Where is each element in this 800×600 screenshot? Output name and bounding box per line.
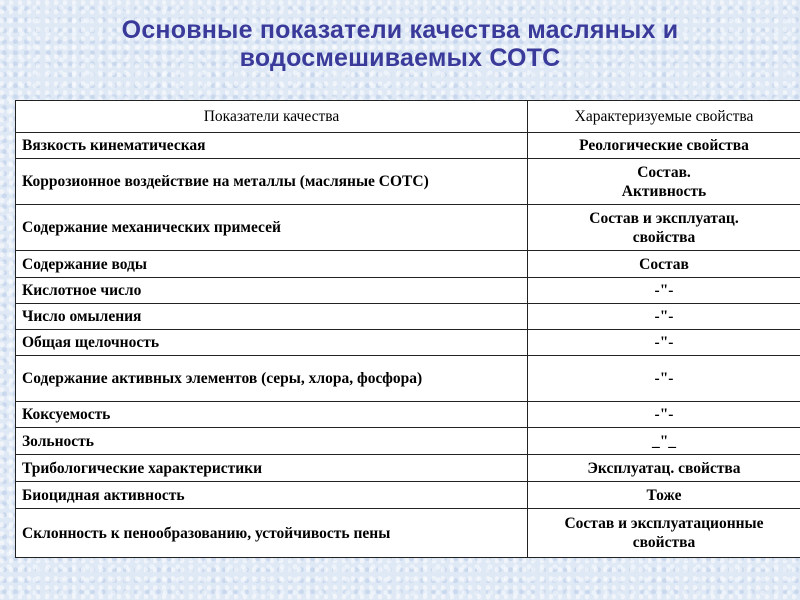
characterized-property	[528, 428, 800, 455]
table-row	[16, 251, 800, 278]
header-characterized-properties: Характеризуемые свойства	[528, 101, 800, 133]
property-line: -"-	[654, 370, 674, 387]
property-line: Состав и эксплуатац.	[589, 209, 739, 227]
indicator-name: Содержание воды	[16, 251, 528, 278]
property-line: Состав	[639, 255, 689, 273]
table-row	[16, 509, 800, 558]
table-row	[16, 159, 800, 205]
table-row	[16, 330, 800, 356]
table-row	[16, 428, 800, 455]
indicator-name: Коррозионное воздействие на металлы (масляные СОТС)	[16, 159, 528, 205]
indicator-name: Вязкость кинематическая	[16, 133, 528, 159]
slide-title-line-1: Основные показатели качества масляных и	[121, 16, 679, 44]
indicator-name: Зольность	[16, 428, 528, 455]
indicator-name: Содержание механических примесей	[16, 205, 528, 251]
indicator-name: Биоцидная активность	[16, 482, 528, 509]
characterized-property	[528, 278, 800, 304]
characterized-property	[528, 482, 800, 509]
property-line: _"_	[651, 432, 677, 450]
property-line: свойства	[632, 228, 696, 246]
characterized-property	[528, 455, 800, 482]
property-line: Состав и эксплуатационные	[564, 515, 764, 532]
table-row	[16, 278, 800, 304]
characterized-property	[528, 330, 800, 356]
table-row	[16, 356, 800, 402]
indicator-name: Коксуемость	[16, 402, 528, 428]
table-row	[16, 205, 800, 251]
property-line: -"-	[654, 308, 674, 325]
indicator-name: Склонность к пенообразованию, устойчивость пены	[16, 509, 528, 558]
indicator-name: Число омыления	[16, 304, 528, 330]
indicator-name: Общая щелочность	[16, 330, 528, 356]
indicator-name: Трибологические характеристики	[16, 455, 528, 482]
table-row	[16, 402, 800, 428]
header-quality-indicators: Показатели качества	[16, 101, 528, 133]
characterized-property	[528, 509, 800, 558]
property-line: Тоже	[646, 486, 682, 504]
characterized-property	[528, 356, 800, 402]
characterized-property	[528, 133, 800, 159]
characterized-property	[528, 402, 800, 428]
property-line: свойства	[632, 534, 696, 551]
characterized-property	[528, 304, 800, 330]
characterized-property	[528, 159, 800, 205]
property-line: -"-	[654, 334, 674, 351]
property-line: Активность	[621, 182, 707, 200]
property-line: -"-	[654, 282, 674, 299]
slide-title	[0, 16, 800, 72]
indicator-name: Кислотное число	[16, 278, 528, 304]
property-line: Эксплуатац. свойства	[587, 459, 741, 477]
property-line: Состав.	[637, 163, 691, 181]
quality-indicators-table	[15, 100, 800, 558]
table-row	[16, 482, 800, 509]
table-header-row	[16, 101, 800, 133]
indicator-name: Содержание активных элементов (серы, хлора, фосфора)	[16, 356, 528, 402]
table-row	[16, 304, 800, 330]
table-row	[16, 455, 800, 482]
slide-title-line-2: водосмешиваемых СОТС	[239, 44, 561, 72]
table-row	[16, 133, 800, 159]
property-line: -"-	[654, 406, 674, 423]
characterized-property	[528, 205, 800, 251]
property-line: Реологические свойства	[579, 137, 749, 154]
characterized-property	[528, 251, 800, 278]
